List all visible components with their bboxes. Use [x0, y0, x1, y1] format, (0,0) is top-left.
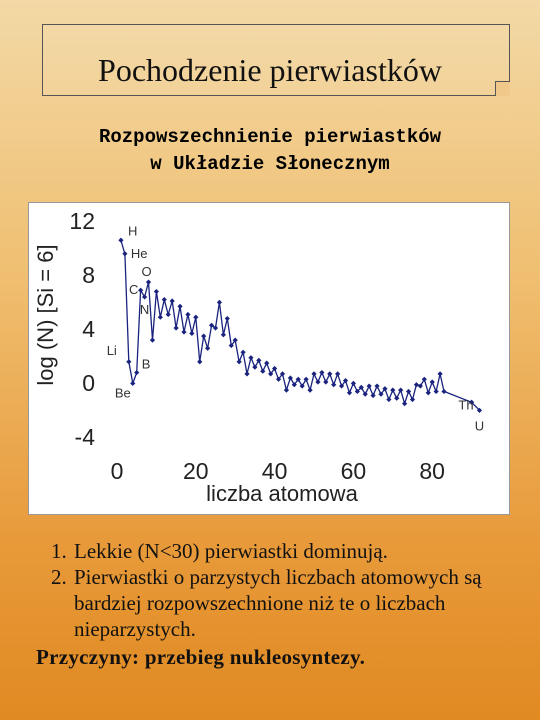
series-line: [121, 240, 480, 413]
data-point: [122, 251, 127, 256]
data-point: [197, 359, 202, 364]
element-label-b: B: [141, 356, 151, 372]
data-point: [205, 346, 210, 351]
data-point: [430, 379, 435, 384]
x-axis-title: liczba atomowa: [206, 481, 358, 506]
data-point: [371, 393, 376, 398]
data-point: [323, 379, 328, 384]
data-point: [260, 369, 265, 374]
element-label-li: Li: [106, 342, 117, 358]
abundance-chart: [29, 203, 511, 516]
data-point: [437, 371, 442, 376]
data-point: [221, 332, 226, 337]
data-point: [307, 388, 312, 393]
data-point: [331, 382, 336, 387]
data-point: [217, 300, 222, 305]
data-point: [434, 389, 439, 394]
data-point: [406, 389, 411, 394]
data-point: [189, 331, 194, 336]
data-point: [240, 350, 245, 355]
x-tick-label: 20: [183, 458, 209, 484]
data-point: [441, 389, 446, 394]
data-point: [402, 401, 407, 406]
y-axis-title: log (N) [Si = 6]: [33, 244, 58, 386]
subtitle-line-1: Rozpowszechnienie pierwiastków: [98, 126, 442, 148]
data-point: [138, 288, 143, 293]
data-point: [244, 371, 249, 376]
data-point: [146, 280, 151, 285]
y-axis-title-group: [33, 244, 58, 385]
y-tick-label: 0: [82, 370, 95, 396]
points-list: [36, 538, 520, 642]
data-point: [410, 397, 415, 402]
data-point: [374, 383, 379, 388]
element-label-th: Th: [458, 397, 474, 413]
data-point: [327, 371, 332, 376]
chart-frame: [28, 202, 510, 515]
data-point: [422, 377, 427, 382]
data-point: [158, 315, 163, 320]
x-tick-label: 0: [110, 458, 124, 484]
data-point: [284, 388, 289, 393]
slide-title: Pochodzenie pierwiastków: [98, 52, 442, 88]
data-point: [248, 355, 253, 360]
tick-labels: [69, 208, 445, 484]
element-label-h: H: [127, 223, 138, 239]
element-label-be: Be: [114, 385, 131, 401]
data-point: [154, 289, 159, 294]
subtitle-line-2: w Układzie Słonecznym: [150, 153, 390, 175]
data-point: [319, 370, 324, 375]
data-point: [193, 315, 198, 320]
data-point: [311, 371, 316, 376]
data-point: [390, 388, 395, 393]
element-label-o: O: [141, 264, 152, 280]
y-tick-label: 4: [82, 316, 95, 342]
data-point: [201, 334, 206, 339]
notes: [36, 538, 520, 670]
element-label-n: N: [139, 301, 150, 317]
element-label-c: C: [128, 282, 139, 298]
data-point: [304, 377, 309, 382]
data-point: [351, 381, 356, 386]
data-point: [347, 390, 352, 395]
x-tick-label: 40: [261, 458, 288, 484]
data-point: [237, 359, 242, 364]
data-point: [335, 371, 340, 376]
data-point: [166, 312, 171, 317]
y-tick-label: 8: [82, 262, 95, 288]
data-point: [118, 238, 123, 243]
data-point: [225, 316, 230, 321]
element-label-he: He: [130, 245, 148, 261]
data-point: [398, 388, 403, 393]
data-point: [130, 381, 135, 386]
data-point: [386, 397, 391, 402]
reason-text: Przyczyny: przebieg nukleosyntezy.: [36, 645, 366, 669]
data-point: [264, 361, 269, 366]
data-point: [150, 338, 155, 343]
data-point: [181, 329, 186, 334]
y-tick-label: 12: [69, 208, 95, 234]
data-point: [126, 359, 131, 364]
data-point: [315, 379, 320, 384]
data-point: [185, 312, 190, 317]
plot-area: [107, 223, 484, 433]
data-point: [394, 396, 399, 401]
point-2: 2. Pierwiastki o parzystych liczbach atomowych są bardziej rozpowszechnione niż te o liczbach nieparzystych.: [72, 564, 520, 642]
data-point: [426, 390, 431, 395]
x-tick-label: 60: [340, 458, 367, 484]
data-point: [174, 325, 179, 330]
y-tick-label: -4: [74, 424, 95, 450]
data-point: [162, 297, 167, 302]
data-point: [367, 383, 372, 388]
data-point: [177, 304, 182, 309]
data-point: [170, 298, 175, 303]
element-label-u: U: [474, 418, 485, 434]
data-point: [134, 370, 139, 375]
point-1: 1. Lekkie (N<30) pierwiastki dominują.: [72, 538, 520, 564]
x-tick-label: 80: [419, 458, 445, 484]
slide-subtitle: [0, 124, 540, 178]
